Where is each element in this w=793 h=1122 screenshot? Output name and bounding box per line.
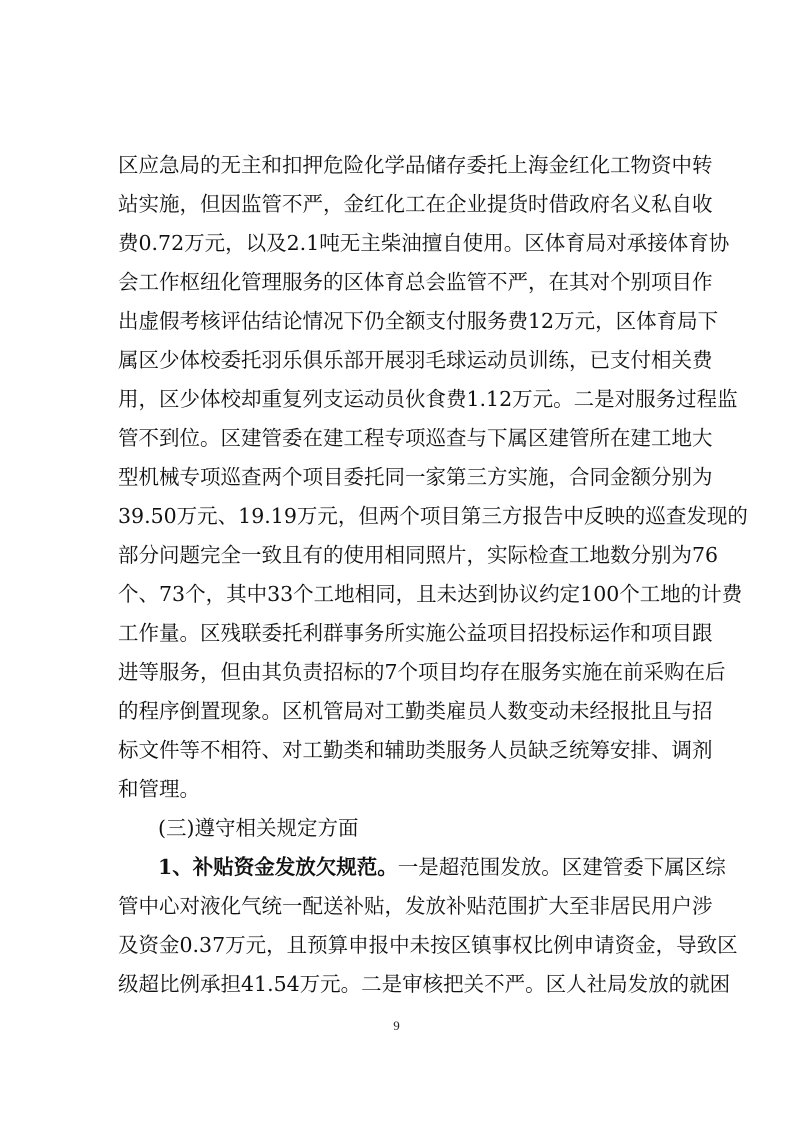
body-line: 费0.72万元，以及2.1吨无主柴油擅自使用。区体育局对承接体育协 bbox=[118, 231, 730, 255]
body-line: 区应急局的无主和扣押危险化学品储存委托上海金红化工物资中转 bbox=[118, 153, 713, 177]
body-line: 39.50万元、19.19万元，但两个项目第三方报告中反映的巡查发现的 bbox=[118, 504, 748, 528]
paragraph-first-line bbox=[158, 849, 726, 885]
body-line: 属区少体校委托羽乐俱乐部开展羽毛球运动员训练，已支付相关费 bbox=[118, 348, 713, 372]
body-line: 及资金0.37万元，且预算申报中未按区镇事权比例申请资金，导致区 bbox=[118, 933, 738, 957]
body-line: 站实施，但因监管不严，金红化工在企业提货时借政府名义私自收 bbox=[118, 192, 713, 216]
body-line: 工作量。区残联委托利群事务所实施公益项目招投标运作和项目跟 bbox=[118, 621, 713, 645]
body-line: 进等服务，但由其负责招标的7个项目均存在服务实施在前采购在后 bbox=[118, 660, 726, 684]
body-line: 型机械专项巡查两个项目委托同一家第三方实施，合同金额分别为 bbox=[118, 465, 713, 489]
body-line: 管中心对液化气统一配送补贴，发放补贴范围扩大至非居民用户涉 bbox=[118, 894, 713, 918]
body-line: 管不到位。区建管委在建工程专项巡查与下属区建管所在建工地大 bbox=[118, 426, 713, 450]
body-line: 级超比例承担41.54万元。二是审核把关不严。区人社局发放的就困 bbox=[118, 972, 731, 996]
body-line: 标文件等不相符、对工勤类和辅助类服务人员缺乏统筹安排、调剂 bbox=[118, 738, 713, 762]
body-line: 个、73个，其中33个工地相同，且未达到协议约定100个工地的计费 bbox=[118, 582, 743, 606]
body-line: 的程序倒置现象。区机管局对工勤类雇员人数变动未经报批且与招 bbox=[118, 699, 713, 723]
body-line: 部分问题完全一致且有的使用相同照片，实际检查工地数分别为76 bbox=[118, 543, 719, 567]
section-heading: (三)遵守相关规定方面 bbox=[158, 816, 359, 840]
paragraph-first-line-rest: 一是超范围发放。区建管委下属区综 bbox=[397, 855, 726, 879]
body-line: 出虚假考核评估结论情况下仍全额支付服务费12万元，区体育局下 bbox=[118, 309, 719, 333]
paragraph-lead-bold: 1、补贴资金发放欠规范。 bbox=[158, 855, 398, 879]
body-line: 和管理。 bbox=[118, 777, 200, 801]
body-line: 用，区少体校却重复列支运动员伙食费1.12万元。二是对服务过程监 bbox=[118, 387, 738, 411]
body-line: 会工作枢纽化管理服务的区体育总会监管不严，在其对个别项目作 bbox=[118, 270, 713, 294]
page-number: 9 bbox=[393, 1018, 400, 1033]
